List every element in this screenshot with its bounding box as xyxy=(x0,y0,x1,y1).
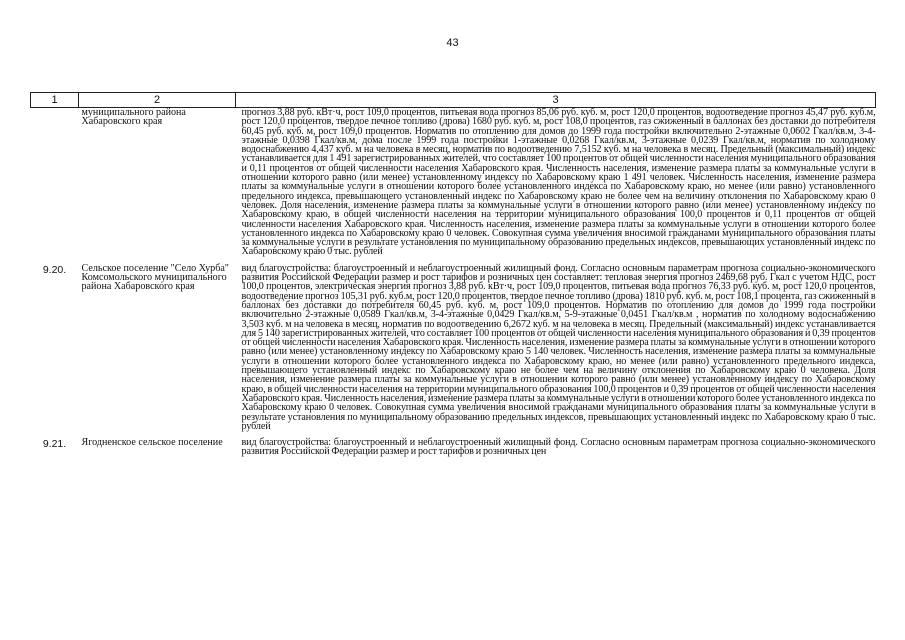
municipality-name: муниципального района Хабаровского края xyxy=(81,107,186,128)
header-col-3: 3 xyxy=(236,93,876,108)
row-description: вид благоустройства: благоустроенный и неблагоустроенный жилищный фонд. Согласно основным параметрам прогноза социально-экономического развития Российской Федерации размер и рост тарифов и розничных цен xyxy=(241,437,876,458)
header-col-1: 1 xyxy=(31,93,79,108)
row-description: прогноз 3,88 руб. кВт·ч, рост 109,0 процентов, питьевая вода прогноз 85,06 руб. куб. м, рост 120,0 процентов, водоотведение прогноз 45,47 руб. куб.м, рост 120,0 процентов, твердое печное топливо (дрова) 1680 руб. куб. м, рост 108,0 процентов, газ сжиженный в баллонах без доставки до потребителя 60,45 руб. куб. м, рост 109,0 процентов. Норматив по отоплению для домов до 1999 года постройки включительно 2-этажные 0,0602 Гкал/кв.м, 3-4-этажные 0,0398 Гкал/кв.м, дома после 1999 года постройки 1-этажные 0,0268 Гкал/кв.м, 3-этажные 0,0239 Гкал/кв.м, норматив по холодному водоснабжению 4,437 куб. м на человека в месяц, норматив по водоотведению 7,5152 куб. м на человека в месяц. Предельный (максимальный) индекс устанавливается для 1 491 зарегистрированных жителей, что составляет 100 процентов от общей численности населения муниципального образования и 0,11 процентов от общей численности населения Хабаровского края. Численность населения, изменение размера платы за коммунальные услуги в отношении которого равно (или менее) установленному индексу по Хабаровскому краю 1 491 человек. Численность населения, изменение размера платы за коммунальные услуги в отношении которого более установленного индекса по Хабаровскому краю, но менее (или равно) установленного предельного индекса, превышающего установленный индекс по Хабаровскому краю не более чем на величину отклонения по Хабаровскому краю 0 человек. Доля населения, изменение размера платы за коммунальные услуги в отношении которого равно (или менее) установленному индексу по Хабаровскому краю, в общей численности населения на территории муниципального образования 100,0 процентов и 0,11 процентов от общей численности населения Хабаровского края. Численность населения, изменение размера платы за коммунальные услуги в отношении которого более установленного индекса по Хабаровскому краю 0 человек. Совокупная сумма увеличения вносимой гражданами муниципального образования платы за коммунальные услуги в результате установления по муниципальному образованию предельных индексов, превышающих установленный индекс по Хабаровскому краю 0 тыс. рублей xyxy=(241,107,876,258)
page-number: 43 xyxy=(446,37,459,49)
tariff-table xyxy=(30,92,876,457)
row-number: 9.21. xyxy=(42,438,67,451)
municipality-name: Сельское поселение "Село Хурба" Комсомольского муниципального района Хабаровского края xyxy=(81,262,229,293)
row-description: вид благоустройства: благоустроенный и неблагоустроенный жилищный фонд. Согласно основным параметрам прогноза социально-экономического развития Российской Федерации размер и рост тарифов и розничных цен составляет: тепловая энергия прогноз 2469,68 руб. Гкал с учетом НДС, рост 100,0 процентов, электрическая энергия прогноз 3,88 руб. кВт·ч, рост 109,0 процентов, питьевая вода прогноз 76,33 руб. куб. м, рост 120,0 процентов, водоотведение прогноз 105,31 руб. куб.м, рост 120,0 процентов, твердое печное топливо (дрова) 1810 руб. куб. м, рост 108,1 процента, газ сжиженный в баллонах без доставки до потребителя 60,45 руб. куб. м, рост 109,0 процентов. Норматив по отоплению для домов до 1999 года постройки включительно 2-этажные 0,0589 Гкал/кв.м, 3-4-этажные 0,0429 Гкал/кв.м, 5-9-этажные 0,0451 Гкал/кв.м , норматив по холодному водоснабжению 3,503 куб. м на человека в месяц, норматив по водоотведению 6,2672 куб. м на человека в месяц. Предельный (максимальный) индекс устанавливается для 5 140 зарегистрированных жителей, что составляет 100 процентов от общей численности населения муниципального образования и 0,39 процентов от общей численности населения Хабаровского края. Численность населения, изменение размера платы за коммунальные услуги в отношении которого равно (или менее) установленному индексу по Хабаровскому краю 5 140 человек. Численность населения, изменение размера платы за коммунальные услуги в отношении которого более установленного индекса по Хабаровскому краю, но менее (или равно) установленного предельного индекса, превышающего установленный индекс по Хабаровскому краю не более чем на величину отклонения по Хабаровскому краю 0 человека. Доля населения, изменение размера платы за коммунальные услуги в отношении которого равно (или менее) установленному индексу по Хабаровскому краю, в общей численности населения на территории муниципального образования 100,0 процентов и 0,39 процентов от общей численности населения Хабаровского края. Численность населения, изменение размера платы за коммунальные услуги в отношении которого более установленного индекса по Хабаровскому краю 0 человек. Совокупная сумма увеличения вносимой гражданами муниципального образования платы за коммунальные услуги в результате установления по муниципальному образованию предельных индексов, превышающих установленный индекс по Хабаровскому краю 0 тыс. рублей xyxy=(241,262,876,432)
table-row xyxy=(31,108,876,264)
table-row xyxy=(31,438,876,457)
row-number xyxy=(31,108,79,264)
municipality-name: Ягодненское сельское поселение xyxy=(81,437,223,449)
row-number: 9.20. xyxy=(42,263,67,276)
header-col-2: 2 xyxy=(79,93,236,108)
table-row xyxy=(31,264,876,438)
table-header xyxy=(31,93,876,108)
